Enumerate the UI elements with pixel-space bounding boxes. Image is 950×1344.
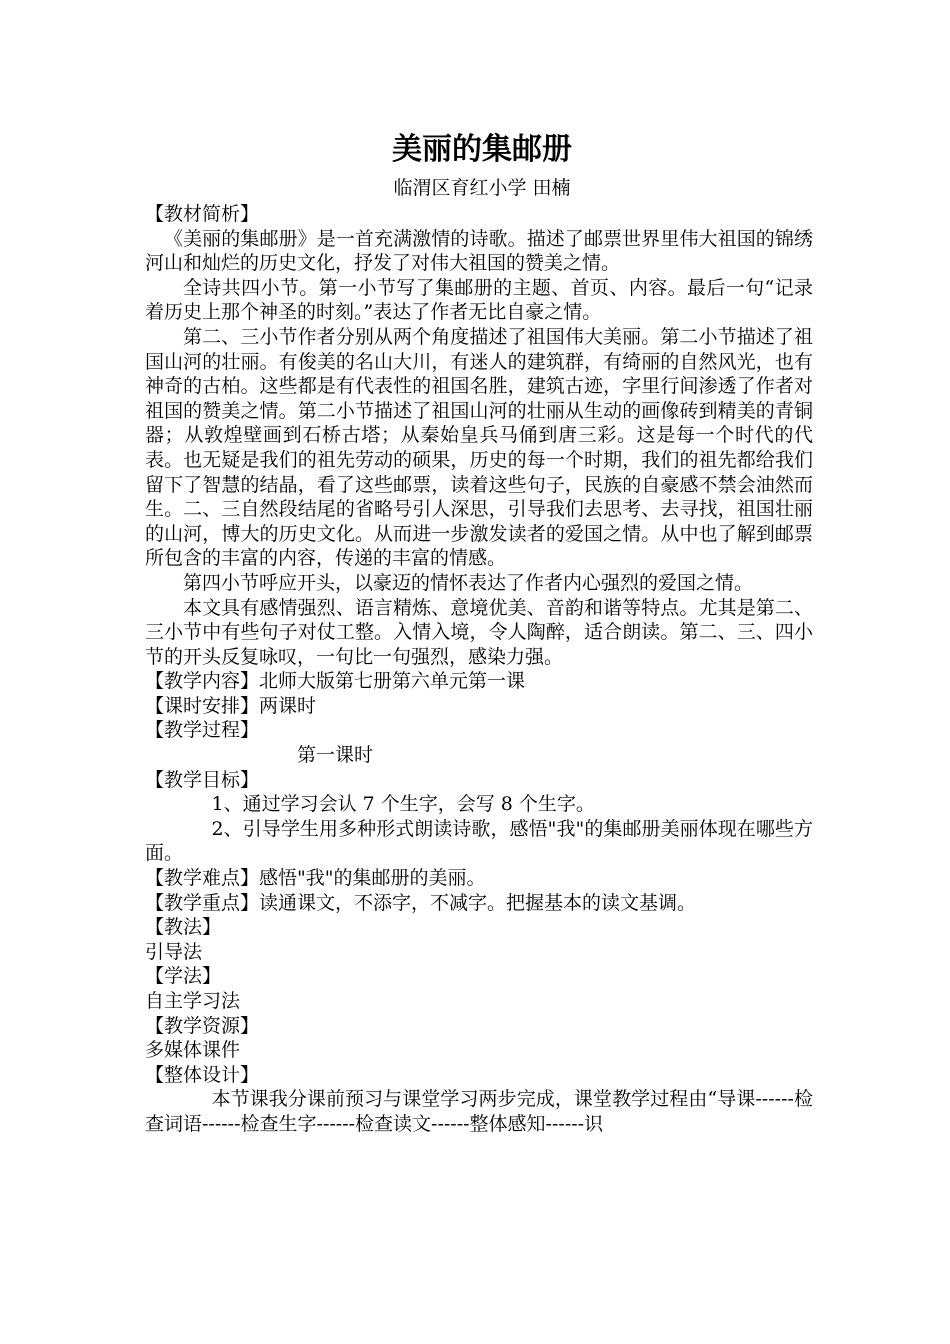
teaching-resource: 多媒体课件: [145, 1039, 241, 1062]
teaching-process-heading: 【教学过程】: [145, 719, 260, 742]
document-page: [145, 128, 813, 1137]
learning-method-heading: 【学法】: [145, 965, 222, 988]
analysis-paragraph-1: 《美丽的集邮册》是一首充满激情的诗歌。描述了邮票世界里伟大祖国的锦绣河山和灿烂的历史文化，抒发了对伟大祖国的赞美之情。: [145, 227, 813, 275]
analysis-paragraph-3: 第二、三小节作者分别从两个角度描述了祖国伟大美丽。第二小节描述了祖国山河的壮丽。有俊美的名山大川，有迷人的建筑群，有绮丽的自然风光，也有神奇的古柏。这些都是有代表性的祖国名胜，建筑古迹，字里行间渗透了作者对祖国的赞美之情。第二小节描述了祖国山河的壮丽从生动的画像砖到精美的青铜器；从敦煌壁画到石桥古塔；从秦始皇兵马俑到唐三彩。这是每一个时代的代表。也无疑是我们的祖先劳动的硕果，历史的每一个时期，我们的祖先都给我们留下了智慧的结晶，看了这些邮票，读着这些句子，民族的自豪感不禁会油然而生。二、三自然段结尾的省略号引人深思，引导我们去思考、去寻找，祖国壮丽的山河，博大的历史文化。从而进一步激发读者的爱国之情。从中也了解到邮票所包含的丰富的内容，传递的丰富的情感。: [145, 325, 813, 570]
document-title: 美丽的集邮册: [392, 132, 572, 167]
teaching-goals-heading: 【教学目标】: [145, 768, 260, 791]
analysis-paragraph-5: 本文具有感情强烈、语言精炼、意境优美、音韵和谐等特点。尤其是第二、三小节中有些句子对仗工整。入情入境，令人陶醉，适合朗读。第二、三、四小节的开头反复咏叹，一句比一句强烈，感染力强。: [145, 596, 813, 668]
overall-design-text: 本节课我分课前预习与课堂学习两步完成，课堂教学过程由“导课------检查词语------检查生字------检查读文------整体感知------识: [145, 1088, 813, 1135]
document-author: 临渭区育红小学 田楠: [393, 177, 571, 199]
teaching-method: 引导法: [145, 940, 203, 963]
class-schedule: 【课时安排】两课时: [145, 694, 317, 717]
teaching-content: 【教学内容】北师大版第七册第六单元第一课: [145, 670, 526, 693]
teaching-key-point: 【教学重点】读通课文，不添字，不减字。把握基本的读文基调。: [145, 891, 697, 914]
teaching-resource-heading: 【教学资源】: [145, 1014, 260, 1037]
overall-design-heading: 【整体设计】: [145, 1063, 260, 1086]
teaching-difficulty: 【教学难点】感悟"我"的集邮册的美丽。: [145, 867, 486, 890]
analysis-paragraph-4: 第四小节呼应开头，以豪迈的情怀表达了作者内心强烈的爱国之情。: [183, 571, 754, 594]
analysis-heading: 【教材简析】: [145, 203, 260, 225]
lesson-one-heading: 第一课时: [297, 744, 374, 767]
analysis-paragraph-2: 全诗共四小节。第一小节写了集邮册的主题、首页、内容。最后一句“记录着历史上那个神圣的时刻。”表达了作者无比自豪之情。: [145, 276, 813, 324]
learning-method: 自主学习法: [145, 990, 241, 1012]
teaching-method-heading: 【教法】: [145, 916, 222, 939]
teaching-goal-1: 1、通过学习会认 7 个生字，会写 8 个生字。: [211, 793, 595, 816]
teaching-goal-2: 2、引导学生用多种形式朗读诗歌，感悟"我"的集邮册美丽体现在哪些方面。: [145, 817, 813, 865]
